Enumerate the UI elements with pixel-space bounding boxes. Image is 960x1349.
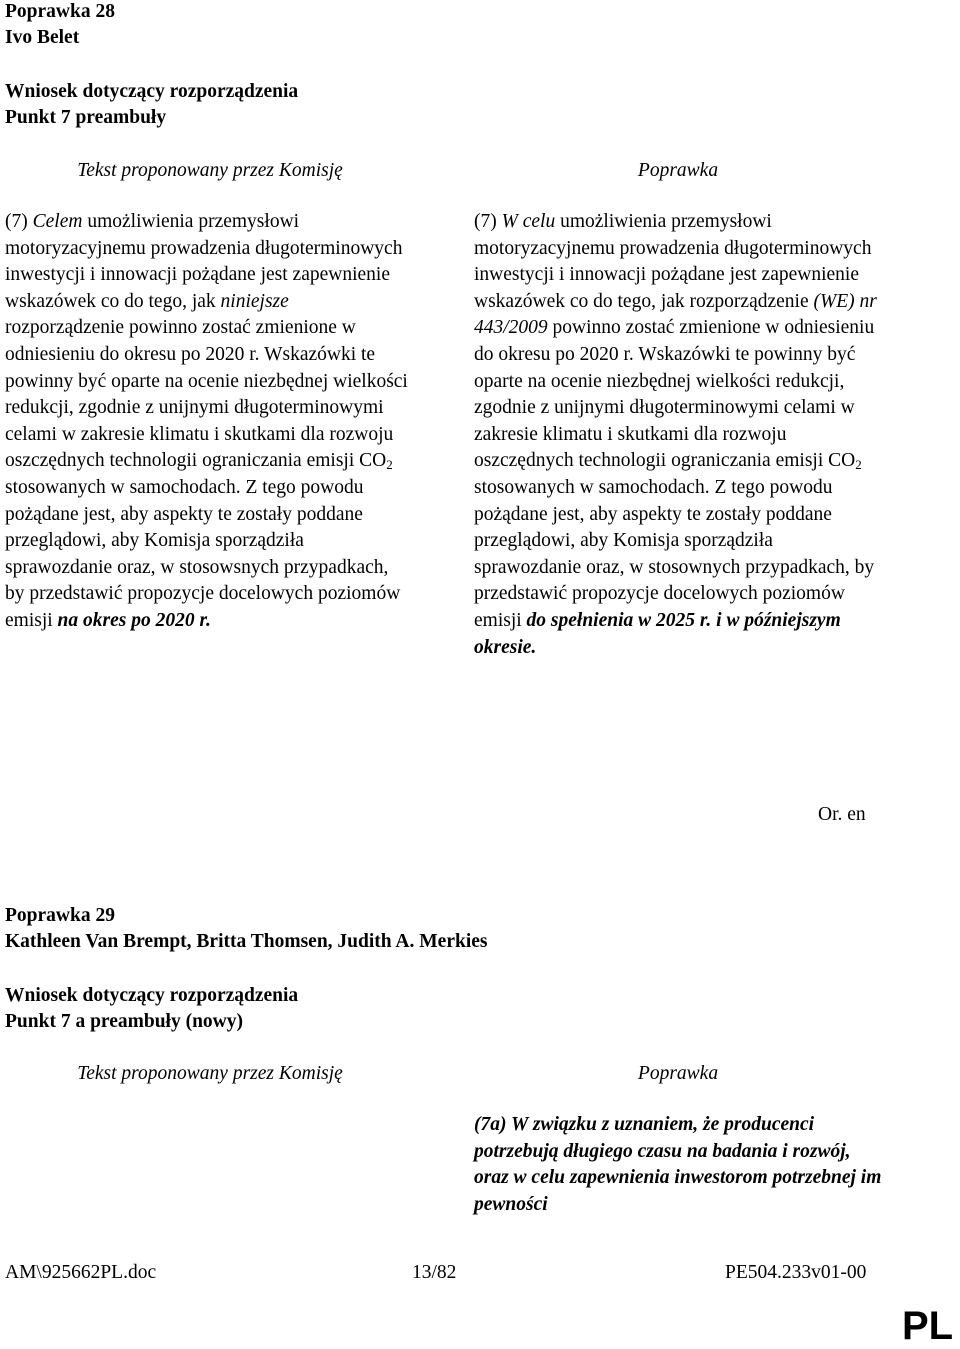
footer-page-number: 13/82 bbox=[412, 1262, 457, 1283]
amendment-28-right-text: (7) W celu umożliwienia przemysłowi motoryzacyjnemu prowadzenia długoterminowych inwestycji i innowacji pożądane jest zapewnienie wskazówek co do tego, jak rozporządzenie (WE) nr 443/2009 powinno zostać zmienione w odniesieniu do okresu po 2020 r. Wskazówki te powinny być oparte na ocenie niezbędnej wielkości redukcji, zgodnie z unijnymi długoterminowymi celami w zakresie klimatu i skutkami dla rozwoju oszczędnych technologii ograniczania emisji $CO_2$ stosowanych w samochodach. Z tego powodu pożądane jest, aby aspekty te zostały poddane przeglądowi, aby Komisja sporządziła sprawozdanie oraz, w stosownych przypadkach, by przedstawić propozycje docelowych poziomów emisji do spełnienia w 2025 r. i w późniejszym okresie. bbox=[474, 211, 877, 658]
amendment-28-proposal-line2: Punkt 7 preambuły bbox=[5, 107, 167, 128]
footer-doc-ref: AM\925662PL.doc bbox=[5, 1262, 157, 1283]
amendment-29-proposal-line2: Punkt 7 a preambuły (nowy) bbox=[5, 1011, 244, 1032]
amendment-28-title: Poprawka 28 bbox=[5, 1, 115, 22]
amendment-29-proposal-line1: Wniosek dotyczący rozporządzenia bbox=[5, 985, 299, 1006]
amendment-29-author: Kathleen Van Brempt, Britta Thomsen, Judith A. Merkies bbox=[5, 931, 488, 952]
footer-language-code: PL bbox=[902, 1304, 954, 1348]
amendment-29-right-header: Poprawka bbox=[637, 1063, 719, 1084]
original-language: Or. en bbox=[818, 804, 866, 825]
amendment-28-right-header: Poprawka bbox=[637, 160, 719, 181]
footer-pe-ref: PE504.233v01-00 bbox=[725, 1262, 867, 1283]
amendment-28-proposal-line1: Wniosek dotyczący rozporządzenia bbox=[5, 81, 299, 102]
amendment-28-left-header: Tekst proponowany przez Komisję bbox=[77, 160, 343, 181]
amendment-29-right-text: (7a) W związku z uznaniem, że producenci potrzebują długiego czasu na badania i rozwój, oraz w celu zapewnienia inwestorom potrzebnej im pewności bbox=[474, 1114, 882, 1215]
amendment-28-left-text: (7) Celem umożliwienia przemysłowi motoryzacyjnemu prowadzenia długoterminowych inwestycji i innowacji pożądane jest zapewnienie wskazówek co do tego, jak niniejsze rozporządzenie powinno zostać zmienione w odniesieniu do okresu po 2020 r. Wskazówki te powinny być oparte na ocenie niezbędnej wielkości redukcji, zgodnie z unijnymi długoterminowymi celami w zakresie klimatu i skutkami dla rozwoju oszczędnych technologii ograniczania emisji $CO_2$ stosowanych w samochodach. Z tego powodu pożądane jest, aby aspekty te zostały poddane przeglądowi, aby Komisja sporządziła sprawozdanie oraz, w stosowsnych przypadkach, by przedstawić propozycje docelowych poziomów emisji na okres po 2020 r. bbox=[5, 211, 408, 631]
amendment-29-left-header: Tekst proponowany przez Komisję bbox=[77, 1063, 343, 1084]
amendment-28-author: Ivo Belet bbox=[5, 27, 80, 48]
amendment-29-title: Poprawka 29 bbox=[5, 905, 115, 926]
